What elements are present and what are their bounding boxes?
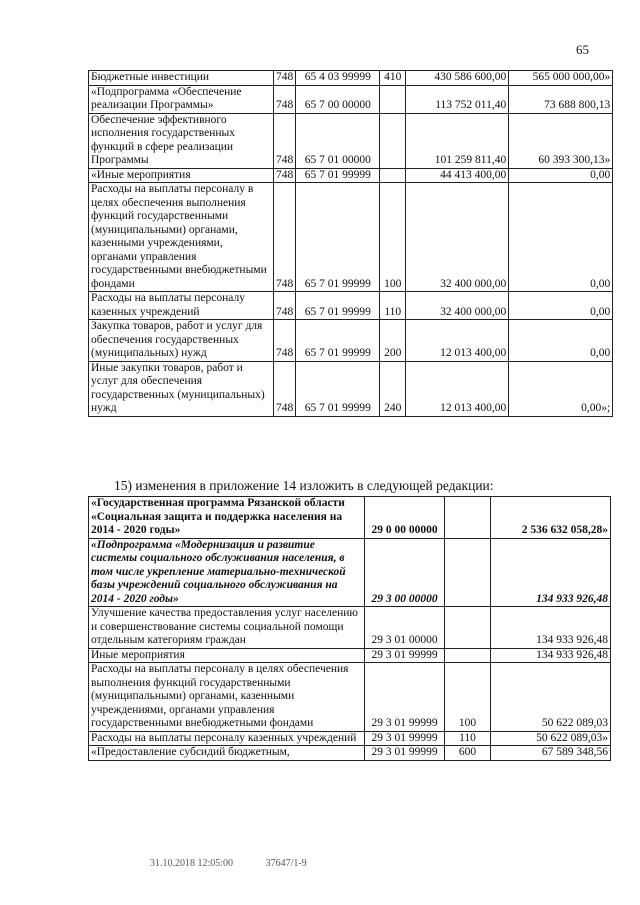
- expense-type: 110: [445, 731, 491, 746]
- expense-type: [445, 538, 491, 607]
- sum-2019: 12 013 400,00: [406, 361, 509, 416]
- page-number: 65: [576, 42, 589, 57]
- sum-2019: 44 413 400,00: [406, 168, 509, 183]
- target-code: 65 4 03 99999: [296, 71, 380, 86]
- sum: 50 622 089,03: [491, 663, 611, 732]
- table-row: [89, 113, 613, 168]
- section-heading: 15) изменения в приложение 14 изложить в следующей редакции:: [114, 478, 494, 493]
- table-row: [89, 71, 613, 86]
- sum: 67 589 348,56: [491, 746, 611, 761]
- table-row: [89, 648, 611, 663]
- row-name: Расходы на выплаты персоналу казенных учреждений: [89, 292, 274, 320]
- target-code: 65 7 01 00000: [296, 113, 380, 168]
- expense-type: [445, 648, 491, 663]
- ministry-code: 748: [274, 183, 296, 292]
- row-name: Иные закупки товаров, работ и услуг для обеспечения государственных (муниципальных) нужд: [89, 361, 274, 416]
- table-row: [89, 292, 613, 320]
- row-name: «Подпрограмма «Обеспечение реализации Программы»: [89, 85, 274, 113]
- target-code: 29 3 01 99999: [365, 663, 445, 732]
- row-name: Бюджетные инвестиции: [89, 71, 274, 86]
- sum: 134 933 926,48: [491, 607, 611, 649]
- sum-2019: 101 259 811,40: [406, 113, 509, 168]
- sum-2019: 32 400 000,00: [406, 183, 509, 292]
- row-name: Иные мероприятия: [89, 648, 365, 663]
- row-name: «Предоставление субсидий бюджетным,: [89, 746, 365, 761]
- budget-table-program-65: [88, 70, 613, 417]
- sum-2020: 73 688 800,13: [509, 85, 613, 113]
- expense-type: 110: [380, 292, 406, 320]
- sum: 2 536 632 058,28»: [491, 497, 611, 539]
- ministry-code: 748: [274, 71, 296, 86]
- target-code: 29 3 01 99999: [365, 731, 445, 746]
- expense-type: 100: [445, 663, 491, 732]
- expense-type: [380, 113, 406, 168]
- row-name: Закупка товаров, работ и услуг для обеспечения государственных (муниципальных) нужд: [89, 320, 274, 362]
- footer-timestamp: 31.10.2018 12:05:00: [150, 858, 234, 869]
- row-name: Расходы на выплаты персоналу казенных учреждений: [89, 731, 365, 746]
- expense-type: 100: [380, 183, 406, 292]
- row-name: Расходы на выплаты персоналу в целях обеспечения выполнения функций государственными (муниципальными) органами, казенными учреждениями, органами управления государственными внебюджетными фондами: [89, 183, 274, 292]
- table-row: [89, 746, 611, 761]
- sum-2020: 0,00: [509, 183, 613, 292]
- expense-type: 200: [380, 320, 406, 362]
- footer-stamp: [150, 858, 337, 869]
- expense-type: [380, 85, 406, 113]
- sum-2020: 0,00»;: [509, 361, 613, 416]
- ministry-code: 748: [274, 113, 296, 168]
- table-row: [89, 538, 611, 607]
- row-name: Расходы на выплаты персоналу в целях обеспечения выполнения функций государственными (муниципальными) органами, казенными учреждениями, органами управления государственными внебюджетными фондами: [89, 663, 365, 732]
- sum-2020: 0,00: [509, 292, 613, 320]
- budget-table-program-29: [88, 496, 611, 761]
- ministry-code: 748: [274, 85, 296, 113]
- sum: 134 933 926,48: [491, 538, 611, 607]
- table-row: [89, 361, 613, 416]
- target-code: 29 3 00 00000: [365, 538, 445, 607]
- sum: 50 622 089,03»: [491, 731, 611, 746]
- sum-2020: 0,00: [509, 320, 613, 362]
- table-row: [89, 607, 611, 649]
- table-row: [89, 85, 613, 113]
- row-name: Обеспечение эффективного исполнения государственных функций в сфере реализации Программы: [89, 113, 274, 168]
- expense-type: 600: [445, 746, 491, 761]
- sum-2019: 113 752 011,40: [406, 85, 509, 113]
- target-code: 29 3 01 99999: [365, 648, 445, 663]
- sum-2019: 430 586 600,00: [406, 71, 509, 86]
- ministry-code: 748: [274, 292, 296, 320]
- expense-type: [445, 607, 491, 649]
- sum-2020: 60 393 300,13»: [509, 113, 613, 168]
- table-row: [89, 497, 611, 539]
- ministry-code: 748: [274, 168, 296, 183]
- table-row: [89, 320, 613, 362]
- expense-type: [380, 168, 406, 183]
- sum-2019: 12 013 400,00: [406, 320, 509, 362]
- table-row: [89, 168, 613, 183]
- expense-type: 410: [380, 71, 406, 86]
- target-code: 29 3 01 99999: [365, 746, 445, 761]
- row-name: «Государственная программа Рязанской области «Социальная защита и поддержка населения на 2014 - 2020 годы»: [89, 497, 365, 539]
- table-row: [89, 731, 611, 746]
- target-code: 65 7 01 99999: [296, 361, 380, 416]
- target-code: 65 7 01 99999: [296, 292, 380, 320]
- target-code: 65 7 01 99999: [296, 320, 380, 362]
- ministry-code: 748: [274, 361, 296, 416]
- expense-type: [445, 497, 491, 539]
- sum-2019: 32 400 000,00: [406, 292, 509, 320]
- target-code: 65 7 00 00000: [296, 85, 380, 113]
- row-name: «Иные мероприятия: [89, 168, 274, 183]
- sum-2020: 565 000 000,00»: [509, 71, 613, 86]
- sum: 134 933 926,48: [491, 648, 611, 663]
- table-row: [89, 183, 613, 292]
- ministry-code: 748: [274, 320, 296, 362]
- target-code: 65 7 01 99999: [296, 168, 380, 183]
- target-code: 29 0 00 00000: [365, 497, 445, 539]
- table-row: [89, 663, 611, 732]
- target-code: 65 7 01 99999: [296, 183, 380, 292]
- sum-2020: 0,00: [509, 168, 613, 183]
- expense-type: 240: [380, 361, 406, 416]
- footer-doc-id: 37647/1-9: [265, 858, 307, 869]
- row-name: Улучшение качества предоставления услуг населению и совершенствование системы социальной помощи отдельным категориям граждан: [89, 607, 365, 649]
- target-code: 29 3 01 00000: [365, 607, 445, 649]
- row-name: «Подпрограмма «Модернизация и развитие системы социального обслуживания населения, в том числе укрепление материально-технической базы учреждений социального обслуживания на 2014 - 2020 годы»: [89, 538, 365, 607]
